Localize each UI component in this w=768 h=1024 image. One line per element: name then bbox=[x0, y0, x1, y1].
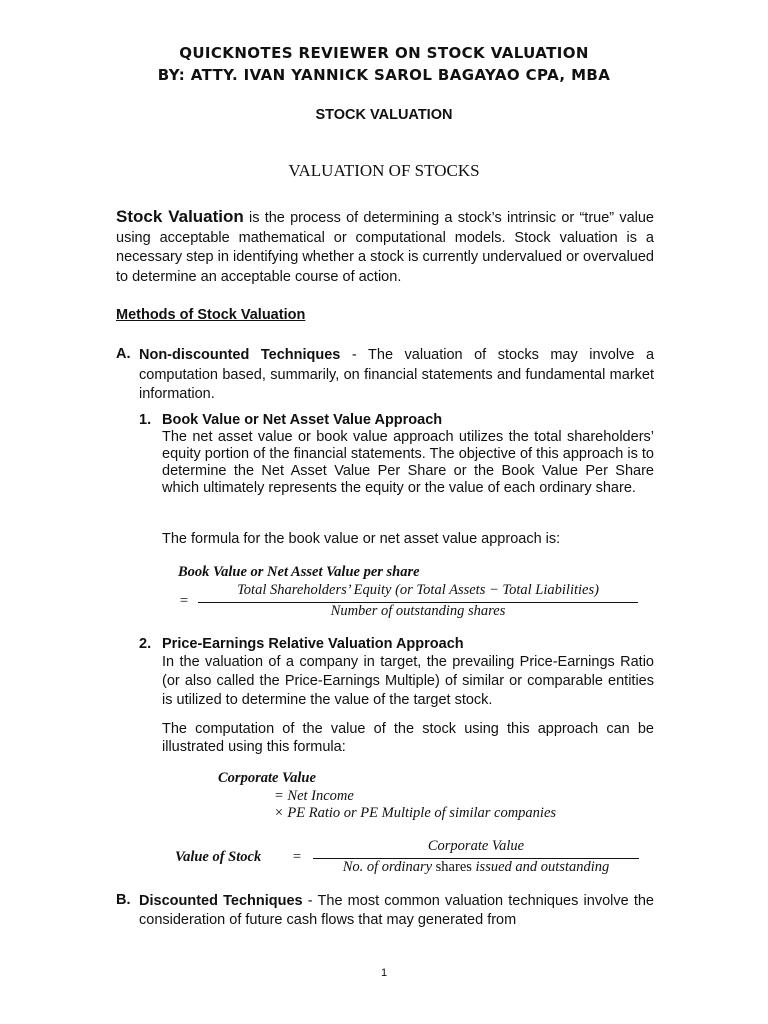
item2-marker: 2. bbox=[139, 636, 152, 652]
item2-text: In the valuation of a company in target, the prevailing Price-Earnings Ratio (or also called the Price-Earnings Multiple) of similar or comparable entities is utilized to determine the value of the target stock. bbox=[162, 654, 654, 708]
section-a-paragraph bbox=[139, 346, 654, 405]
section-a-marker: A. bbox=[116, 346, 131, 362]
formula2-corporate-value-lhs: Corporate Value bbox=[218, 770, 316, 786]
section-b-title: Discounted Techniques bbox=[139, 893, 303, 909]
formula3-den-part3: issued and outstanding bbox=[471, 859, 610, 875]
section-b-marker: B. bbox=[116, 892, 131, 908]
section-a-text: - The valuation of stocks may involve a computation based, summarily, on financial statements and fundamental market information. bbox=[139, 347, 655, 402]
section-label: STOCK VALUATION bbox=[315, 107, 453, 123]
formula2-net-income: = Net Income bbox=[274, 788, 354, 804]
formula3-denominator bbox=[313, 859, 639, 876]
intro-term: Stock Valuation bbox=[116, 207, 244, 226]
section-a-title: Non-discounted Techniques bbox=[139, 347, 341, 363]
header-author: BY: ATTY. IVAN YANNICK SAROL BAGAYAO CPA, MBA bbox=[157, 66, 611, 84]
item2-title: Price-Earnings Relative Valuation Approach bbox=[162, 636, 464, 652]
header-title: QUICKNOTES REVIEWER ON STOCK VALUATION bbox=[179, 44, 589, 62]
page-number: 1 bbox=[380, 967, 388, 979]
formula3-den-part1: No. of ordinary bbox=[342, 859, 436, 875]
item1-formula-intro: The formula for the book value or net asset value approach is: bbox=[162, 531, 561, 547]
item1-text: The net asset value or book value approach utilizes the total shareholders’ equity portion of the financial statements. The objective of this approach is to determine the Net Asset Value Per Share or the Book Value Per Share which ultimately represents the equity or the value of each ordinary share. bbox=[162, 429, 654, 496]
item1-title: Book Value or Net Asset Value Approach bbox=[162, 412, 443, 428]
section-b-paragraph bbox=[139, 892, 654, 930]
methods-heading: Methods of Stock Valuation bbox=[116, 307, 306, 323]
item2-formula-intro: The computation of the value of the stock using this approach can be illustrated using this formula: bbox=[162, 721, 654, 755]
intro-text: is the process of determining a stock’s intrinsic or “true” value using acceptable mathematical or computational models. Stock valuation is a necessary step in identifying whether a stock is currently undervalued or overvalued to determine an acceptable course of action. bbox=[116, 210, 654, 285]
page-title: VALUATION OF STOCKS bbox=[288, 161, 480, 180]
formula1-numerator: Total Shareholders’ Equity (or Total Assets − Total Liabilities) bbox=[237, 582, 599, 598]
formula1-equals: = bbox=[179, 593, 189, 609]
formula3-value-of-stock-lhs: Value of Stock bbox=[175, 849, 262, 865]
intro-paragraph bbox=[116, 207, 654, 287]
section-b-text: - The most common valuation techniques involve the consideration of future cash flows that may generated from bbox=[139, 893, 654, 928]
formula3-equals: = bbox=[292, 849, 302, 865]
formula1-lhs: Book Value or Net Asset Value per share bbox=[178, 564, 420, 580]
formula1-denominator: Number of outstanding shares bbox=[330, 603, 506, 619]
formula3-numerator: Corporate Value bbox=[427, 838, 525, 854]
formula3-den-part2: shares bbox=[435, 859, 472, 875]
formula2-pe-multiple: × PE Ratio or PE Multiple of similar companies bbox=[274, 805, 557, 821]
item1-marker: 1. bbox=[139, 412, 152, 428]
